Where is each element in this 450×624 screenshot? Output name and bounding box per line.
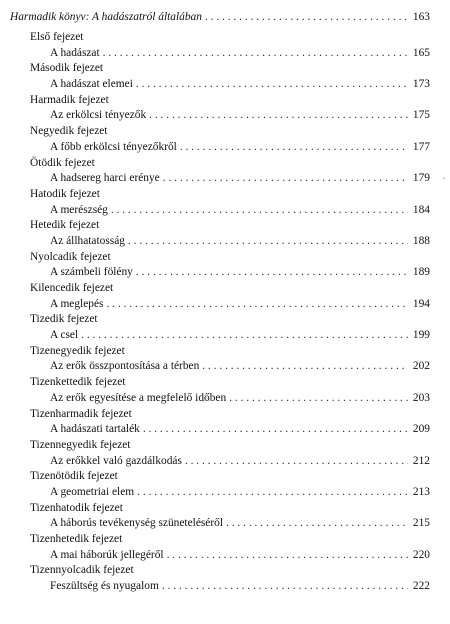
dot-leader	[162, 579, 408, 595]
page-number: 209	[412, 423, 430, 436]
toc-entry[interactable]	[10, 46, 430, 62]
chapter-heading	[10, 469, 430, 485]
chapter-heading	[10, 30, 430, 46]
chapter-label: Első fejezet	[30, 31, 84, 43]
page-number: 184	[412, 203, 430, 216]
dot-leader	[180, 140, 408, 156]
part-title: Harmadik könyv: A hadászatról általában	[10, 11, 202, 23]
toc-entry[interactable]	[10, 391, 430, 407]
page-number: 189	[412, 266, 430, 279]
table-of-contents	[10, 9, 430, 595]
section-title: A hadászat elemei	[50, 78, 133, 91]
dot-leader	[185, 454, 408, 470]
chapter-label: Tizennegyedik fejezet	[30, 438, 131, 451]
page-number: 173	[412, 78, 430, 91]
chapter-label: Harmadik fejezet	[30, 93, 109, 106]
chapter-label: Kilencedik fejezet	[30, 282, 114, 294]
toc-entry[interactable]	[10, 140, 430, 156]
page-number: 202	[412, 360, 430, 373]
chapter-label: Hetedik fejezet	[30, 219, 100, 232]
toc-entry[interactable]	[10, 359, 430, 375]
page-number: 213	[412, 485, 430, 498]
dot-leader	[202, 359, 408, 375]
chapter-label: Tizenhatodik fejezet	[30, 501, 123, 514]
section-title: Az állhatatosság	[50, 234, 125, 247]
page-number: 177	[412, 140, 430, 153]
section-title: A háborús tevékenység szüneteléséről	[50, 517, 224, 530]
chapter-label: Tizenharmadik fejezet	[30, 407, 132, 420]
section-title: A mai háborúk jellegéről	[50, 548, 164, 561]
dot-leader	[229, 391, 408, 407]
section-title: Az erkölcsi tényezők	[50, 109, 147, 122]
chapter-label: Tizenötödik fejezet	[30, 470, 118, 483]
chapter-heading	[10, 187, 430, 203]
toc-entry[interactable]	[10, 77, 430, 93]
dot-leader	[226, 516, 408, 532]
chapter-heading	[10, 438, 430, 454]
page-number: 175	[412, 109, 430, 122]
page-number: 212	[412, 454, 430, 467]
chapter-label: Tizennyolcadik fejezet	[30, 564, 134, 577]
page-number: 222	[412, 580, 430, 593]
chapter-label: Hatodik fejezet	[30, 187, 100, 200]
chapter-heading	[10, 501, 430, 517]
section-title: A hadászat	[50, 46, 100, 59]
page-number: 203	[412, 391, 430, 404]
dot-leader	[149, 108, 408, 124]
page-number: 220	[412, 548, 430, 561]
page-number: 179	[412, 172, 430, 185]
page-number: 194	[412, 297, 430, 310]
chapter-label: Tizenhetedik fejezet	[30, 533, 123, 545]
dot-leader	[137, 485, 408, 501]
chapter-heading	[10, 93, 430, 109]
toc-entry[interactable]	[10, 454, 430, 470]
section-title: A hadsereg harci erénye	[50, 172, 160, 185]
section-title: Az erők összpontosítása a térben	[50, 360, 200, 373]
scan-mark: `	[437, 176, 447, 187]
part-heading-row	[10, 9, 430, 26]
dot-leader	[163, 171, 408, 187]
toc-entry[interactable]	[10, 548, 430, 564]
section-title: A merészség	[50, 203, 108, 216]
toc-entry[interactable]	[10, 108, 430, 124]
chapter-heading	[10, 312, 430, 328]
chapter-label: Tizedik fejezet	[30, 313, 98, 326]
dot-leader	[136, 77, 408, 93]
page-number: 199	[412, 329, 430, 342]
toc-entry[interactable]	[10, 485, 430, 501]
section-title: A számbeli fölény	[50, 266, 133, 279]
page-number: 165	[412, 46, 430, 59]
chapter-label: Nyolcadik fejezet	[30, 250, 111, 263]
page-number: 215	[412, 517, 430, 530]
chapter-heading	[10, 61, 430, 77]
chapter-heading	[10, 375, 430, 391]
chapter-heading	[10, 344, 430, 360]
chapter-label: Ötödik fejezet	[30, 156, 95, 169]
dot-leader	[106, 297, 408, 313]
chapter-heading	[10, 124, 430, 140]
toc-entry[interactable]	[10, 297, 430, 313]
chapter-heading	[10, 532, 430, 548]
chapter-heading	[10, 281, 430, 297]
chapter-label: Negyedik fejezet	[30, 125, 108, 138]
chapter-heading	[10, 218, 430, 234]
chapter-heading	[10, 156, 430, 172]
section-title: A geometriai elem	[50, 485, 135, 498]
toc-entry[interactable]	[10, 234, 430, 250]
toc-entry[interactable]	[10, 579, 430, 595]
toc-entry[interactable]	[10, 203, 430, 219]
dot-leader	[167, 548, 408, 564]
chapter-heading	[10, 407, 430, 423]
chapter-label: Tizenegyedik fejezet	[30, 344, 125, 357]
chapter-heading	[10, 250, 430, 266]
chapter-label: Második fejezet	[30, 62, 104, 75]
page-number: 163	[412, 11, 430, 23]
section-title: A csel	[50, 329, 79, 342]
dot-leader	[103, 46, 408, 62]
section-title: A hadászati tartalék	[50, 423, 140, 436]
toc-entry[interactable]	[10, 328, 430, 344]
chapter-heading	[10, 563, 430, 579]
chapter-list	[10, 30, 430, 595]
dot-leader	[81, 328, 408, 344]
section-title: Feszültség és nyugalom	[50, 580, 159, 593]
dot-leader	[143, 422, 408, 438]
dot-leader	[111, 203, 408, 219]
dot-leader	[128, 234, 408, 250]
toc-entry[interactable]	[10, 171, 430, 187]
dot-leader	[205, 9, 408, 26]
section-title: Az erők egyesítése a megfelelő időben	[50, 391, 227, 404]
toc-entry[interactable]	[10, 422, 430, 438]
section-title: A főbb erkölcsi tényezőkről	[50, 140, 177, 153]
section-title: Az erőkkel való gazdálkodás	[50, 454, 182, 467]
dot-leader	[136, 265, 408, 281]
toc-entry[interactable]	[10, 516, 430, 532]
toc-entry[interactable]	[10, 265, 430, 281]
chapter-label: Tizenkettedik fejezet	[30, 376, 126, 389]
section-title: A meglepés	[50, 297, 104, 310]
page-number: 188	[412, 234, 430, 247]
